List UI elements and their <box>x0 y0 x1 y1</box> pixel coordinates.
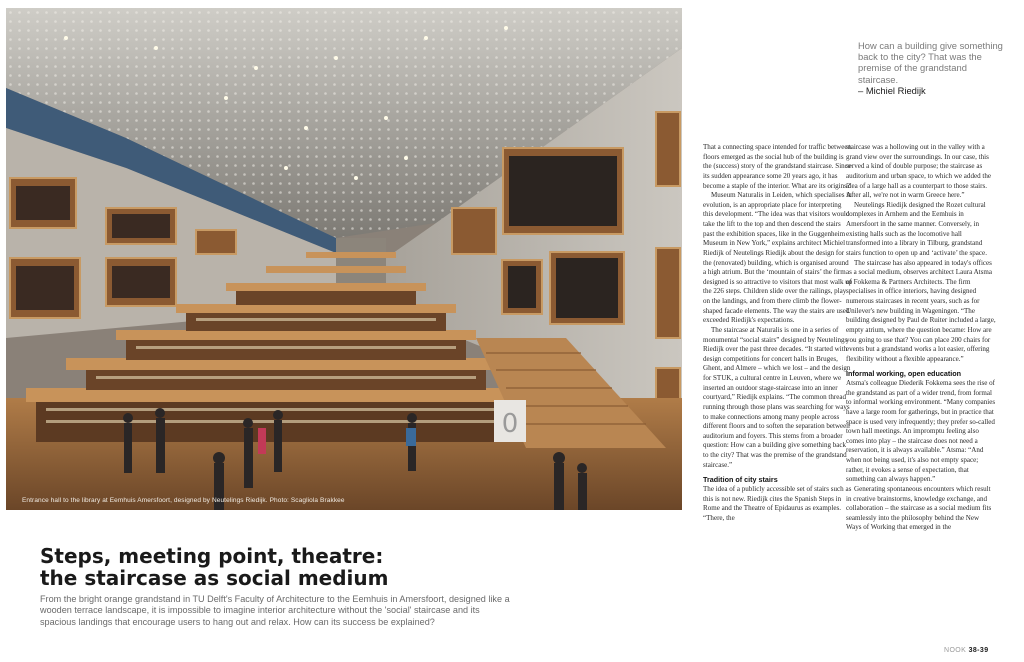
subheading: Tradition of city stairs <box>703 475 778 485</box>
paragraph: staircase was a hollowing out in the valley with a grand view over the surroundings. In our case, this served a kind of double purpose; the staircase as auditorium and urban space, to which we added the idea of a large hall as a counterpart to those stairs. After all, we're not in warm Greece here.” <box>846 143 992 200</box>
paragraph: The staircase has also appeared in today's offices as a social medium, observes architect Laura Atsma of Fokkema & Partners Architects. The firm specialises in office interiors, having designed numerous staircases in recent years, such as for Unilever's new building in Wageningen. “The building designed by Paul de Ruiter included a large, empty atrium, where the question became: How are you going to use that? You can place 200 chairs for events but a grandstand works a lot easier, offering flexibility without a flexible appearance.” <box>846 258 996 363</box>
subheading: Informal working, open education <box>846 369 962 379</box>
paragraph: Atsma's colleague Diederik Fokkema sees the rise of the grandstand as part of a wider trend, from formal to informal working environment. “Many companies have a large room for gatherings, but in practice that space is used very infrequently; they prefer so-called town hall meetings. An impromptu feeling also comes into play – the staircase does not need a reservation, it is always available.” Atsma: “And when not being used, it's also not empty space; rather, it evokes a sense of expectation, that something can always happen.” <box>846 379 996 484</box>
page-numbers: 38-39 <box>968 647 989 654</box>
pull-quote-text: How can a building give something back to the city? That was the premise of the grandstand staircase. <box>858 40 1003 85</box>
body-column-2 <box>846 143 996 533</box>
paragraph: The idea of a publicly accessible set of stairs such as this is not new. Riedijk cites the Spanish Steps in Rome and the Theatre of Epidaurus as examples. “There, the <box>703 484 852 522</box>
headline-line-1: Steps, meeting point, theatre: <box>40 544 384 568</box>
article-headline <box>40 545 640 589</box>
paragraph: Neutelings Riedijk designed the Rozet cultural complexes in Arnhem and the Eemhuis in Amersfoort in the same manner. Conversely, in existing halls such as the locomotive hall transformed into a library in Tilburg, grandstand stairs function to open up and ‘activate’ the space. <box>846 200 987 257</box>
pull-quote <box>858 40 1003 96</box>
photo-caption: Entrance hall to the library at Eemhuis Amersfoort, designed by Neutelings Riedijk. Photo: Scagliola Brakkee <box>22 497 345 504</box>
body-column-1 <box>703 143 853 523</box>
magazine-name: NOOK <box>944 647 967 654</box>
library-atrium-illustration <box>6 8 682 510</box>
pull-quote-author: – Michiel Riedijk <box>858 84 926 96</box>
headline-line-2: the staircase as social medium <box>40 566 389 590</box>
paragraph: Generating spontaneous encounters which result in creative brainstorms, knowledge exchange, and collaboration – the staircase as a social medium fits seamlessly into the philosophy behind the New Ways of Working that emerged in the <box>846 484 992 532</box>
paragraph: Museum Naturalis in Leiden, which specialises in evolution, is an appropriate place for interpreting this development. “The idea was that visitors would take the lift to the top and then descend the stairs past the exhibition spaces, like in the Guggenheim Museum in New York,” explains architect Michiel Riedijk of Neutelings Riedijk about the design for the (renovated) building, which is organised around a high atrium. But the ‘mountain of stairs’ the firm designed is so attractive to visitors that most walk up the 226 steps. Children slide over the railings, play on the landings, and from there climb the flower-shaped facade elements. The way the stairs are used exceeded Riedijk's expectations. <box>703 191 853 325</box>
paragraph: The staircase at Naturalis is one in a series of monumental “social stairs” designed by Neutelings Riedijk over the past three decades. “It started with design competitions for concert halls in Bruges, Ghent, and Almere – which we lost – and the design for STUK, a cultural centre in Leuven, where we inserted an outdoor stage-staircase into an inner courtyard,” Riedijk explains. “The common thread running through those plans was searching for ways to make connections among many people across different floors and to soften the separation between auditorium and foyers. This stems from a broader question: How can a building give something back to the city? That was the premise of the grandstand staircase.” <box>703 325 851 469</box>
paragraph: That a connecting space intended for traffic between floors emerged as the social hub of the building is the (success) story of the grandstand staircase. Since its sudden appearance some 20 years ago, it has become a staple of the interior. What are its origins? <box>703 143 851 190</box>
article-intro: From the bright orange grandstand in TU Delft's Faculty of Architecture to the Eemhuis in Amersfoort, designed like a wooden terrace landscape, it is impossible to imagine interior architecture without the 'social' staircase and its spacious landings that encourage users to hang out and relax. How can its success be explained? <box>40 594 510 627</box>
hero-photo <box>6 8 682 510</box>
shelf-sign-number: 0 <box>501 409 519 439</box>
page-folio <box>944 647 988 654</box>
